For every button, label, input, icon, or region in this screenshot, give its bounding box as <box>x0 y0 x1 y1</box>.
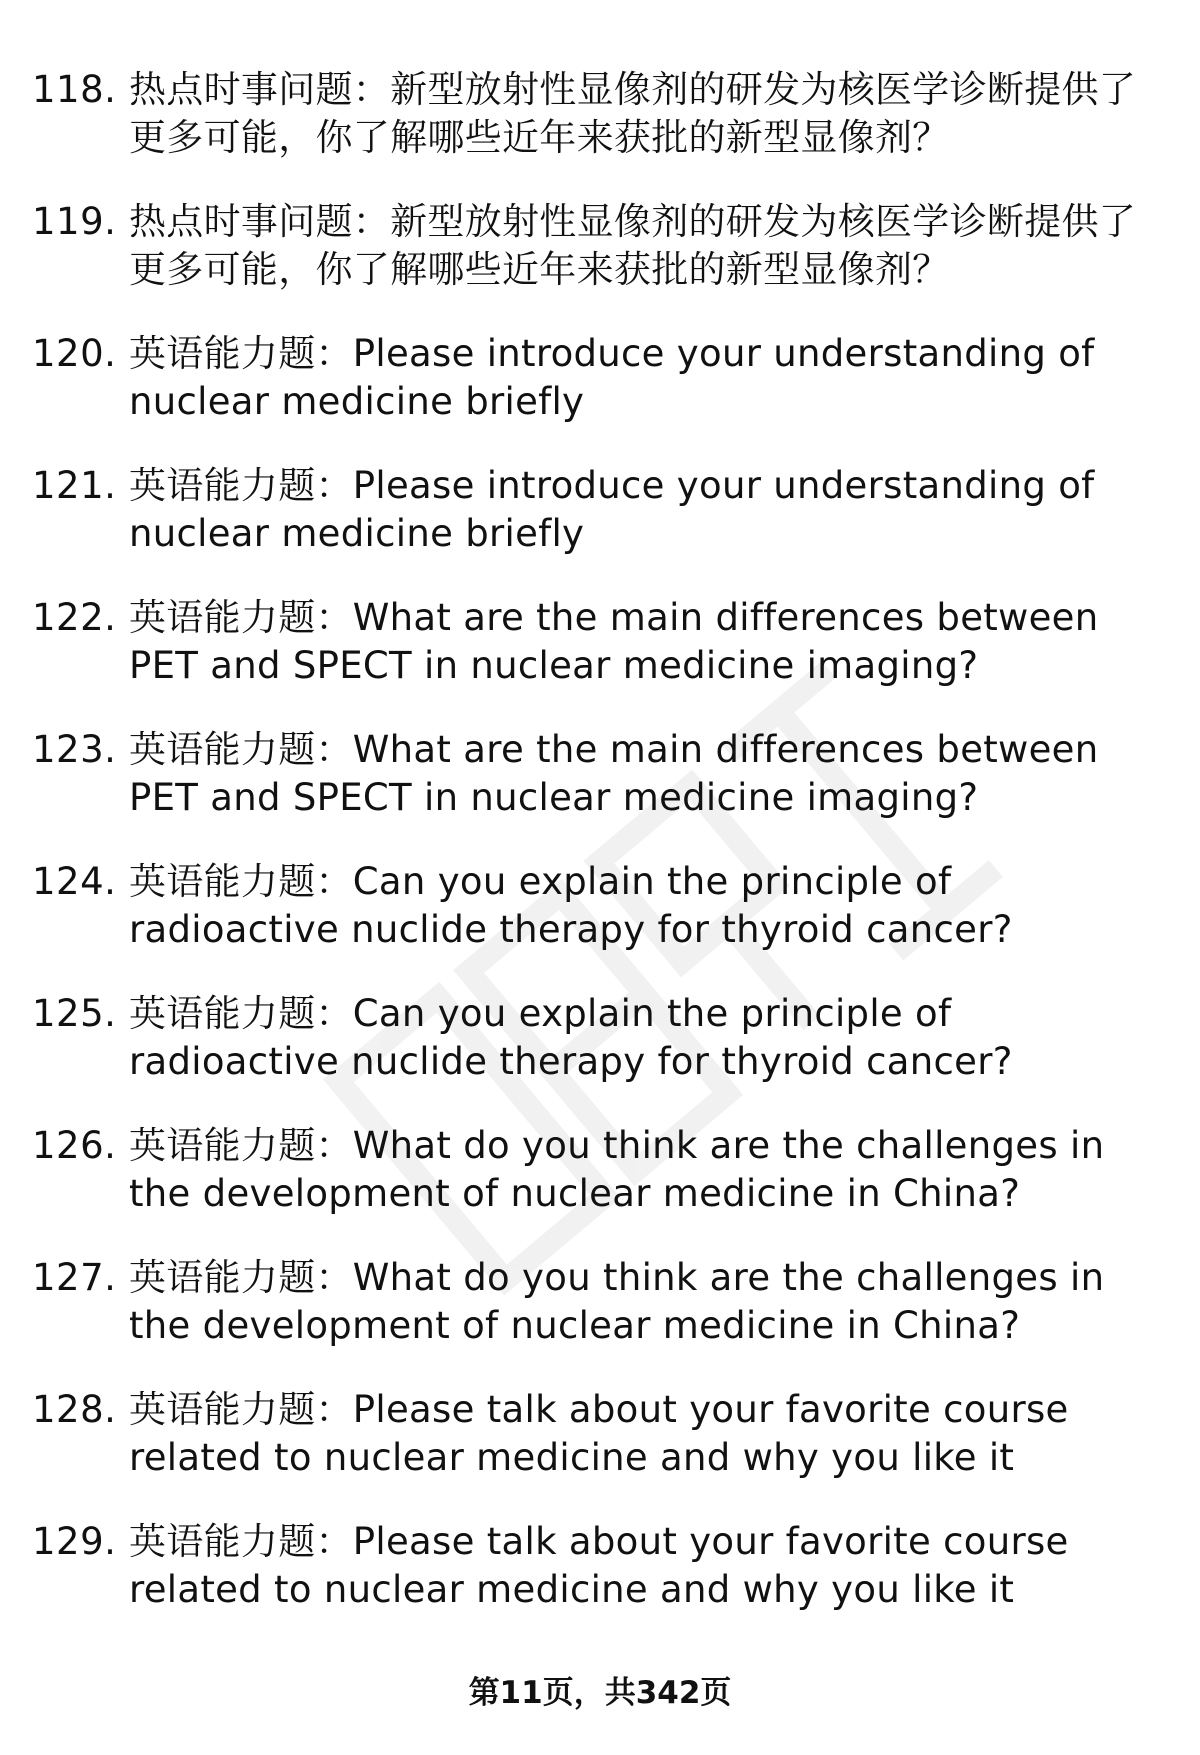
question-text: 英语能力题：Please introduce your understanding of nuclear medicine briefly <box>129 332 1095 423</box>
question-item-118 <box>0 56 1200 188</box>
question-text: 热点时事问题：新型放射性显像剂的研发为核医学诊断提供了更多可能，你了解哪些近年来获批的新型显像剂？ <box>129 200 1137 291</box>
question-text: 英语能力题：What do you think are the challenges in the development of nuclear medicine in China? <box>129 1124 1105 1215</box>
question-text: 英语能力题：Can you explain the principle of radioactive nuclide therapy for thyroid cancer? <box>129 992 1013 1083</box>
question-number: 118. <box>32 68 117 111</box>
question-item-120 <box>0 320 1200 452</box>
question-text: 英语能力题：Please introduce your understanding of nuclear medicine briefly <box>129 464 1095 555</box>
question-item-125 <box>0 980 1200 1112</box>
question-text: 热点时事问题：新型放射性显像剂的研发为核医学诊断提供了更多可能，你了解哪些近年来获批的新型显像剂？ <box>129 68 1137 159</box>
question-number: 124. <box>32 860 117 903</box>
question-text: 英语能力题：What are the main differences between PET and SPECT in nuclear medicine imaging? <box>129 596 1099 687</box>
question-number: 122. <box>32 596 117 639</box>
question-number: 123. <box>32 728 117 771</box>
question-text: 英语能力题：Please talk about your favorite course related to nuclear medicine and why you like it <box>129 1388 1069 1479</box>
question-item-126 <box>0 1112 1200 1244</box>
question-number: 127. <box>32 1256 117 1299</box>
question-number: 119. <box>32 200 117 243</box>
question-number: 121. <box>32 464 117 507</box>
question-list <box>0 56 1200 1640</box>
question-number: 125. <box>32 992 117 1035</box>
question-number: 120. <box>32 332 117 375</box>
question-text: 英语能力题：Can you explain the principle of radioactive nuclide therapy for thyroid cancer? <box>129 860 1013 951</box>
question-number: 128. <box>32 1388 117 1431</box>
question-text: 英语能力题：What are the main differences between PET and SPECT in nuclear medicine imaging? <box>129 728 1099 819</box>
question-item-129 <box>0 1508 1200 1640</box>
question-item-122 <box>0 584 1200 716</box>
question-number: 126. <box>32 1124 117 1167</box>
question-text: 英语能力题：What do you think are the challenges in the development of nuclear medicine in China? <box>129 1256 1105 1347</box>
question-item-124 <box>0 848 1200 980</box>
question-item-128 <box>0 1376 1200 1508</box>
question-item-121 <box>0 452 1200 584</box>
question-text: 英语能力题：Please talk about your favorite course related to nuclear medicine and why you like it <box>129 1520 1069 1611</box>
question-item-119 <box>0 188 1200 320</box>
question-item-127 <box>0 1244 1200 1376</box>
question-item-123 <box>0 716 1200 848</box>
question-number: 129. <box>32 1520 117 1563</box>
page-footer: 第11页，共342页 <box>468 1675 732 1711</box>
